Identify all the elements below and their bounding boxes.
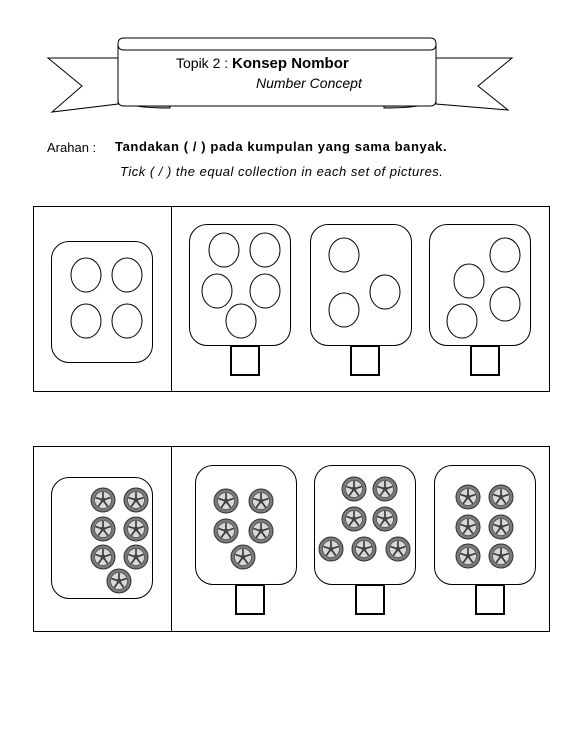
topic-line	[176, 55, 349, 72]
wheel-icon	[373, 477, 397, 501]
wheel-icon	[456, 515, 480, 539]
option-card-2	[310, 224, 412, 346]
reference-card	[51, 477, 153, 599]
option-card-2	[314, 465, 416, 585]
tick-box-1[interactable]	[235, 584, 265, 615]
oval-icon	[250, 233, 280, 267]
wheel-icon	[124, 488, 148, 512]
wheel-icon	[107, 569, 131, 593]
wheel-icon	[231, 545, 255, 569]
tick-box-3[interactable]	[475, 584, 505, 615]
option-card-1	[189, 224, 291, 346]
topic-subtitle: Number Concept	[256, 75, 362, 91]
option-card-3	[434, 465, 536, 585]
oval-icon	[329, 293, 359, 327]
instruction-label: Arahan :	[47, 140, 97, 155]
wheel-icon	[456, 485, 480, 509]
wheel-icon	[214, 489, 238, 513]
oval-icon	[71, 258, 101, 292]
wheel-icon	[124, 545, 148, 569]
wheel-icon	[342, 507, 366, 531]
oval-icon	[209, 233, 239, 267]
wheel-icon	[249, 489, 273, 513]
wheel-icon	[91, 488, 115, 512]
wheel-icon	[214, 519, 238, 543]
wheel-icon	[91, 517, 115, 541]
wheel-icon	[489, 515, 513, 539]
wheel-icon	[489, 544, 513, 568]
reference-card	[51, 241, 153, 363]
wheel-icon	[386, 537, 410, 561]
exercise-set-1	[33, 206, 550, 392]
instruction-english: Tick ( / ) the equal collection in each set of pictures.	[120, 164, 444, 179]
set-divider	[171, 207, 172, 391]
tick-box-3[interactable]	[470, 345, 500, 376]
wheel-icon	[91, 545, 115, 569]
topic-prefix: Topik 2 :	[176, 55, 229, 71]
oval-icon	[454, 264, 484, 298]
option-card-3	[429, 224, 531, 346]
topic-title: Konsep Nombor	[232, 55, 349, 72]
tick-box-1[interactable]	[230, 345, 260, 376]
option-card-1	[195, 465, 297, 585]
tick-box-2[interactable]	[355, 584, 385, 615]
wheel-icon	[373, 507, 397, 531]
wheel-icon	[124, 517, 148, 541]
tick-box-2[interactable]	[350, 345, 380, 376]
oval-icon	[112, 304, 142, 338]
oval-icon	[112, 258, 142, 292]
oval-icon	[202, 274, 232, 308]
wheel-icon	[342, 477, 366, 501]
oval-icon	[71, 304, 101, 338]
exercise-set-2	[33, 446, 550, 632]
wheel-icon	[319, 537, 343, 561]
wheel-icon	[352, 537, 376, 561]
oval-icon	[329, 238, 359, 272]
oval-icon	[250, 274, 280, 308]
oval-icon	[447, 304, 477, 338]
wheel-icon	[456, 544, 480, 568]
set-divider	[171, 447, 172, 631]
wheel-icon	[249, 519, 273, 543]
wheel-icon	[489, 485, 513, 509]
oval-icon	[490, 287, 520, 321]
instruction-malay: Tandakan ( / ) pada kumpulan yang sama banyak.	[115, 139, 448, 154]
oval-icon	[490, 238, 520, 272]
oval-icon	[370, 275, 400, 309]
oval-icon	[226, 304, 256, 338]
